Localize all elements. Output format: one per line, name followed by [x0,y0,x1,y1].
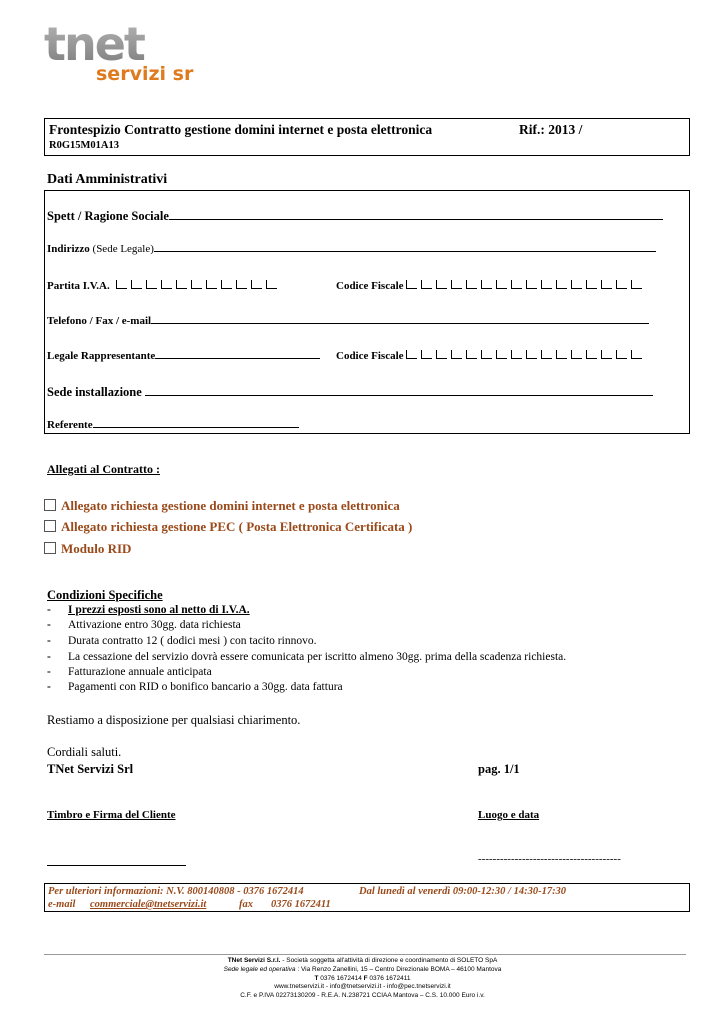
field-referente[interactable] [47,419,299,431]
condition-item: - Fatturazione annuale anticipata [47,666,212,678]
condition-item: - Durata contratto 12 ( dodici mesi ) con tacito rinnovo. [47,635,317,647]
field-sede[interactable] [47,385,653,400]
attachment-item[interactable] [44,519,412,535]
attachment-label: Allegato richiesta gestione PEC ( Posta Elettronica Certificata ) [61,519,413,534]
checkbox[interactable] [44,542,56,554]
contact-info-box [44,883,690,912]
attachment-label: Allegato richiesta gestione domini internet e posta elettronica [61,498,400,513]
conditions-heading: Condizioni Specifiche [47,588,163,602]
condition-item: - I prezzi esposti sono al netto di I.V.A. [47,604,250,616]
piva-boxes [116,280,281,292]
blank-line [151,323,649,324]
field-partita-iva[interactable] [47,280,281,292]
company-signature: TNet Servizi Srl [47,762,134,776]
logo-graphic [44,22,194,84]
label-ragione-sociale: Spett / Ragione Sociale [47,209,169,223]
footer-line-5: C.F. e P.IVA 02273130209 - R.E.A. N.238721 CCIAA Mantova – C.S. 10.000 Euro i.v. [240,992,485,999]
signature-line[interactable] [47,865,186,866]
greeting-text: Cordiali saluti. [47,745,122,759]
label-legale: Legale Rappresentante [47,350,156,362]
attachment-item[interactable] [44,498,400,514]
document-title: Frontespizio Contratto gestione domini internet e posta elettronica [49,122,433,137]
condition-item: - Pagamenti con RID o bonifico bancario a 30gg. data fattura [47,681,343,693]
footer-line-4: www.tnetservizi.it - info@tnetservizi.it - info@pec.tnetservizi.it [274,983,451,990]
condition-item: - Attivazione entro 30gg. data richiesta [47,619,241,631]
date-line[interactable]: --------------------------------------- [478,853,621,865]
label-telefono: Telefono / Fax / e-mail [47,315,152,327]
logo-brand-text: tnet [44,22,144,71]
label-indirizzo-note: (Sede Legale) [89,243,154,255]
attachment-item[interactable] [44,541,131,557]
label-partita-iva: Partita I.V.A. [47,280,110,292]
label-luogo-data: Luogo e data [478,809,540,821]
reference-label: Rif.: 2013 / [519,122,583,137]
logo-sub-text: servizi srl [96,63,194,84]
blank-line [93,427,299,428]
info-line-phone: Per ulteriori informazioni: N.V. 800140808 - 0376 1672414 [48,886,304,897]
document-header-box [44,118,690,156]
footer-divider [44,954,686,955]
blank-line [155,358,320,359]
blank-line [169,219,663,220]
company-logo [44,22,194,84]
label-timbro-firma: Timbro e Firma del Cliente [47,809,176,821]
field-indirizzo[interactable] [47,243,656,255]
footer-line-1: TNet Servizi S.r.l. - Società soggetta all'attività di direzione e coordinamento di SOLETO SpA [227,957,498,964]
field-codice-fiscale[interactable] [336,280,646,292]
attachment-label: Modulo RID [61,541,132,556]
email-label: e-mail [48,899,76,910]
fax-label: fax [239,899,253,910]
attachments-heading: Allegati al Contratto : [47,462,160,476]
footer-line-3: T 0376 1672414 F 0376 1672411 [314,975,411,982]
page-number: pag. 1/1 [478,762,520,776]
admin-data-box [44,190,690,434]
field-telefono[interactable] [47,315,649,327]
fax-number: 0376 1672411 [271,899,331,910]
label-indirizzo: Indirizzo [47,243,90,255]
email-link[interactable]: commerciale@tnetservizi.it [90,899,207,910]
footer-line-2: Sede legale ed operativa : Via Renzo Zanellini, 15 – Centro Direzionale BOMA – 46100 Mantova [223,966,502,973]
cf-boxes [406,280,646,292]
closing-text: Restiamo a disposizione per qualsiasi chiarimento. [47,713,301,727]
field-ragione-sociale[interactable] [47,209,663,224]
info-line-hours: Dal lunedì al venerdì 09:00-12:30 / 14:30-17:30 [359,886,567,897]
field-legale[interactable] [47,350,320,362]
checkbox[interactable] [44,499,56,511]
label-codice-fiscale-2: Codice Fiscale [336,350,404,362]
cf2-boxes [406,350,646,362]
field-codice-fiscale-2[interactable] [336,350,646,362]
blank-line [154,251,656,252]
document-code: R0G15M01A13 [49,140,119,151]
checkbox[interactable] [44,520,56,532]
label-referente: Referente [47,419,93,431]
label-sede: Sede installazione [47,385,142,399]
condition-item: - La cessazione del servizio dovrà essere comunicata per iscritto almeno 30gg. prima della scadenza richiesta. [47,651,567,663]
section-title-admin: Dati Amministrativi [47,172,168,187]
label-codice-fiscale: Codice Fiscale [336,280,404,292]
blank-line [145,395,653,396]
